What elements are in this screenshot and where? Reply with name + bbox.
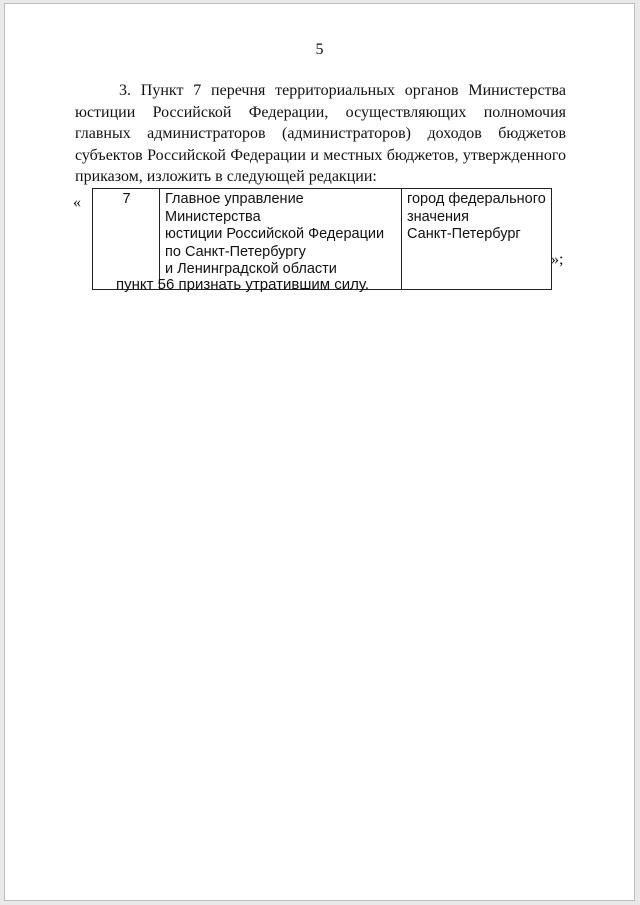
closing-text: пункт 56 признать утратившим силу. xyxy=(116,276,370,293)
row-number-cell: 7 xyxy=(93,189,160,290)
opening-quote: « xyxy=(73,194,81,211)
closing-quote: »; xyxy=(551,251,564,268)
page-number: 5 xyxy=(315,41,324,58)
document-page xyxy=(4,3,635,901)
amendment-paragraph: 3. Пункт 7 перечня территориальных органов Министерства юстиции Российской Федерации, осуществляющих полномочия главных администраторов (администраторов) доходов бюджетов субъектов Российской Федерации и местных бюджетов, утвержденного приказом, изложить в следующей редакции: xyxy=(75,82,566,185)
table-row xyxy=(93,189,552,290)
amendment-table xyxy=(92,188,552,290)
location-cell: город федерального значения Санкт-Петербург xyxy=(402,189,552,290)
organization-cell: Главное управление Министерства юстиции Российской Федерации по Санкт-Петербургу и Ленинградской области xyxy=(160,189,402,290)
